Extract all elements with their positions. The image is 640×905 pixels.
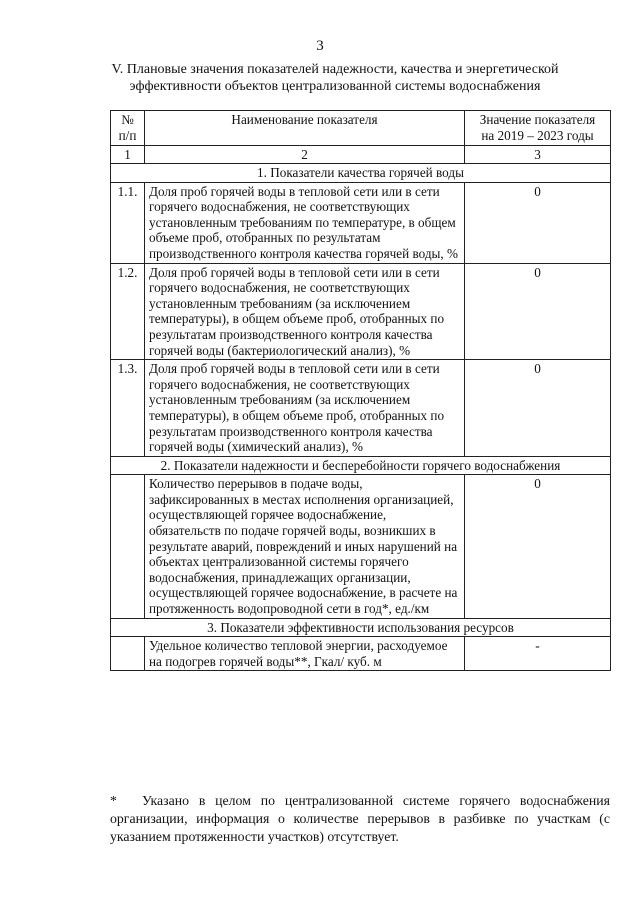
header-value-label: Значение показателя на 2019 – 2023 годы — [479, 112, 596, 143]
row-number: 1.3. — [111, 360, 145, 457]
section-title: 3. Показатели эффективности использования ресурсов — [111, 618, 611, 637]
header-value-cell — [465, 111, 611, 146]
section-row — [111, 456, 611, 475]
row-indicator-value: 0 — [465, 360, 611, 457]
indicators-table — [110, 110, 611, 671]
header-name-label: Наименование показателя — [231, 112, 378, 127]
column-index-row — [111, 146, 611, 164]
table-row — [111, 475, 611, 618]
table-row — [111, 263, 611, 360]
header-num-label: № п/п — [118, 112, 137, 143]
table-row — [111, 182, 611, 263]
column-index-cell: 3 — [465, 146, 611, 164]
footnote — [110, 792, 610, 846]
document-heading — [100, 62, 570, 95]
table-header-row — [111, 111, 611, 146]
row-indicator-name: Доля проб горячей воды в тепловой сети или в сети горячего водоснабжения, не соответствующих установленным требованиям по температуре, в общем объеме проб, отобранных по результатам производственного контроля качества горячей воды, % — [145, 182, 465, 263]
row-indicator-name: Количество перерывов в подаче воды, зафиксированных в местах исполнения организацией, осуществляющей горячее водоснабжение, обязательств по подаче горячей воды, возникших в результате аварий, повреждений и иных нарушений на объектах централизованной системы горячего водоснабжения, принадлежащих организации, осуществляющей горячее водоснабжение, в расчете на протяженность водопроводной сети в год*, ед./км — [145, 475, 465, 618]
row-number: 1.2. — [111, 263, 145, 360]
page-number: 3 — [316, 38, 324, 54]
row-indicator-name: Удельное количество тепловой энергии, расходуемое на подогрев горячей воды**, Гкал/ куб. м — [145, 637, 465, 671]
footnote-text: Указано в целом по централизованной системе горячего водоснабжения организации, информация о количестве перерывов в разбивке по участкам (с указанием протяженности участков) отсутствует. — [110, 793, 610, 844]
heading-line-1: V. Плановые значения показателей надежности, качества и энергетической — [111, 62, 559, 77]
row-indicator-value: 0 — [465, 182, 611, 263]
row-indicator-value: 0 — [465, 475, 611, 618]
table-row — [111, 637, 611, 671]
header-name-cell — [145, 111, 465, 146]
row-number — [111, 475, 145, 618]
row-number: 1.1. — [111, 182, 145, 263]
footnote-marker: * — [110, 793, 117, 808]
section-row — [111, 164, 611, 183]
row-indicator-name: Доля проб горячей воды в тепловой сети или в сети горячего водоснабжения, не соответствующих установленным требованиям (за исключением температуры), в общем объеме проб, отобранных по результатам производственного контроля качества горячей воды (бактериологический анализ), % — [145, 263, 465, 360]
row-indicator-value: 0 — [465, 263, 611, 360]
section-title: 2. Показатели надежности и бесперебойности горячего водоснабжения — [111, 456, 611, 475]
table-row — [111, 360, 611, 457]
column-index-cell: 2 — [145, 146, 465, 164]
row-indicator-name: Доля проб горячей воды в тепловой сети или в сети горячего водоснабжения, не соответствующих установленным требованиям (за исключением температуры), в общем объеме проб, отобранных по результатам производственного контроля качества горячей воды (химический анализ), % — [145, 360, 465, 457]
column-index-cell: 1 — [111, 146, 145, 164]
row-number — [111, 637, 145, 671]
section-row — [111, 618, 611, 637]
section-title: 1. Показатели качества горячей воды — [111, 164, 611, 183]
header-num-cell — [111, 111, 145, 146]
heading-line-2: эффективности объектов централизованной системы водоснабжения — [129, 78, 541, 94]
row-indicator-value: - — [465, 637, 611, 671]
